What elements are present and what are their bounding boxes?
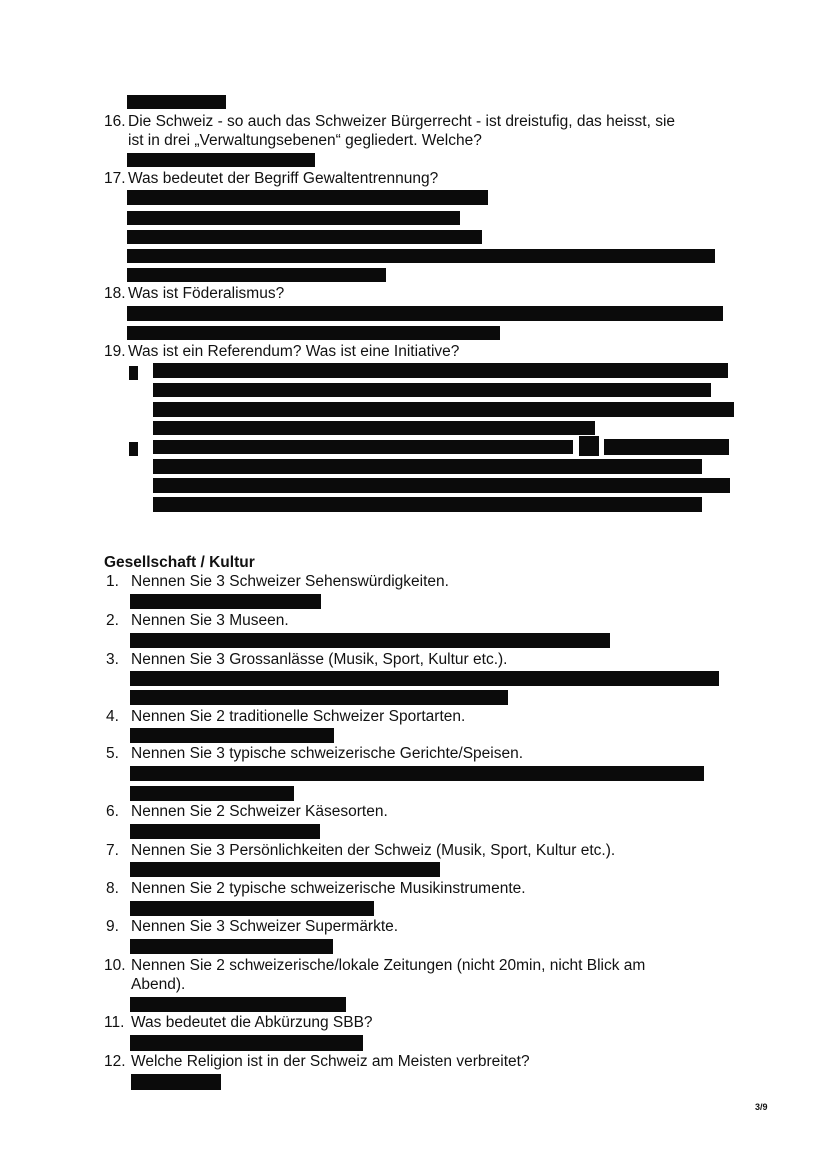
question-number: 12. <box>104 1053 126 1070</box>
redaction-bar <box>130 939 333 954</box>
redaction-bar <box>127 306 723 321</box>
redaction-bar <box>153 421 595 435</box>
question-number: 17. <box>104 170 126 187</box>
question-number: 16. <box>104 113 126 130</box>
redaction-bar <box>153 363 728 378</box>
question-16-text: Die Schweiz - so auch das Schweizer Bürgerrecht - ist dreistufig, das heisst, sie <box>128 113 676 130</box>
question-text: Nennen Sie 2 schweizerische/lokale Zeitungen (nicht 20min, nicht Blick am <box>131 957 646 974</box>
redaction-bar <box>153 440 573 454</box>
question-text: Was bedeutet die Abkürzung SBB? <box>131 1014 373 1031</box>
question-number: 3. <box>106 651 119 668</box>
question-number: 4. <box>106 708 119 725</box>
bullet-redacted <box>129 366 138 380</box>
redaction-bar <box>130 862 440 877</box>
redaction-bar <box>579 436 599 456</box>
question-number: 10. <box>104 957 126 974</box>
redaction-bar <box>153 402 734 417</box>
question-text: Nennen Sie 3 Persönlichkeiten der Schweiz (Musik, Sport, Kultur etc.). <box>131 842 616 859</box>
question-number: 7. <box>106 842 119 859</box>
redaction-bar <box>127 95 226 109</box>
question-text: Nennen Sie 2 typische schweizerische Musikinstrumente. <box>131 880 526 897</box>
redaction-bar <box>130 671 719 686</box>
redaction-bar <box>153 383 711 397</box>
question-text: Nennen Sie 3 Museen. <box>131 612 289 629</box>
question-number: 18. <box>104 285 126 302</box>
question-number: 1. <box>106 573 119 590</box>
question-number: 6. <box>106 803 119 820</box>
question-number: 8. <box>106 880 119 897</box>
redaction-bar <box>130 901 374 916</box>
redaction-bar <box>130 997 346 1012</box>
redaction-bar <box>153 459 702 474</box>
question-19-text: Was ist ein Referendum? Was ist eine Initiative? <box>128 343 460 360</box>
question-18-text: Was ist Föderalismus? <box>128 285 285 302</box>
redaction-bar <box>604 439 729 455</box>
page-number: 3/9 <box>755 1102 768 1112</box>
redaction-bar <box>153 497 702 512</box>
question-text: Welche Religion ist in der Schweiz am Meisten verbreitet? <box>131 1053 530 1070</box>
question-number: 19. <box>104 343 126 360</box>
question-number: 9. <box>106 918 119 935</box>
question-17-text: Was bedeutet der Begriff Gewaltentrennung? <box>128 170 439 187</box>
redaction-bar <box>130 690 508 705</box>
redaction-bar <box>130 824 320 839</box>
bullet-redacted <box>129 442 138 456</box>
question-text: Nennen Sie 3 Schweizer Sehenswürdigkeiten. <box>131 573 449 590</box>
redaction-bar <box>127 211 460 225</box>
redaction-bar <box>130 766 704 781</box>
question-number: 2. <box>106 612 119 629</box>
section-heading: Gesellschaft / Kultur <box>104 554 255 571</box>
redaction-bar <box>127 249 715 263</box>
redaction-bar <box>130 1035 363 1051</box>
redaction-bar <box>127 230 482 244</box>
question-text: Nennen Sie 2 Schweizer Käsesorten. <box>131 803 388 820</box>
redaction-bar <box>153 478 730 493</box>
redaction-bar <box>127 268 386 282</box>
redaction-bar <box>130 633 610 648</box>
redaction-bar <box>131 1074 221 1090</box>
question-text: Nennen Sie 3 Schweizer Supermärkte. <box>131 918 399 935</box>
question-number: 5. <box>106 745 119 762</box>
question-text: Nennen Sie 3 typische schweizerische Gerichte/Speisen. <box>131 745 524 762</box>
question-text-cont: Abend). <box>131 976 186 993</box>
question-number: 11. <box>104 1014 125 1031</box>
redaction-bar <box>127 190 488 205</box>
redaction-bar <box>130 786 294 801</box>
question-16-text-cont: ist in drei „Verwaltungsebenen“ gegliedert. Welche? <box>128 132 482 149</box>
redaction-bar <box>130 594 321 609</box>
question-text: Nennen Sie 3 Grossanlässe (Musik, Sport, Kultur etc.). <box>131 651 508 668</box>
redaction-bar <box>127 326 500 340</box>
redaction-bar <box>130 728 334 743</box>
question-text: Nennen Sie 2 traditionelle Schweizer Sportarten. <box>131 708 466 725</box>
redaction-bar <box>127 153 315 167</box>
